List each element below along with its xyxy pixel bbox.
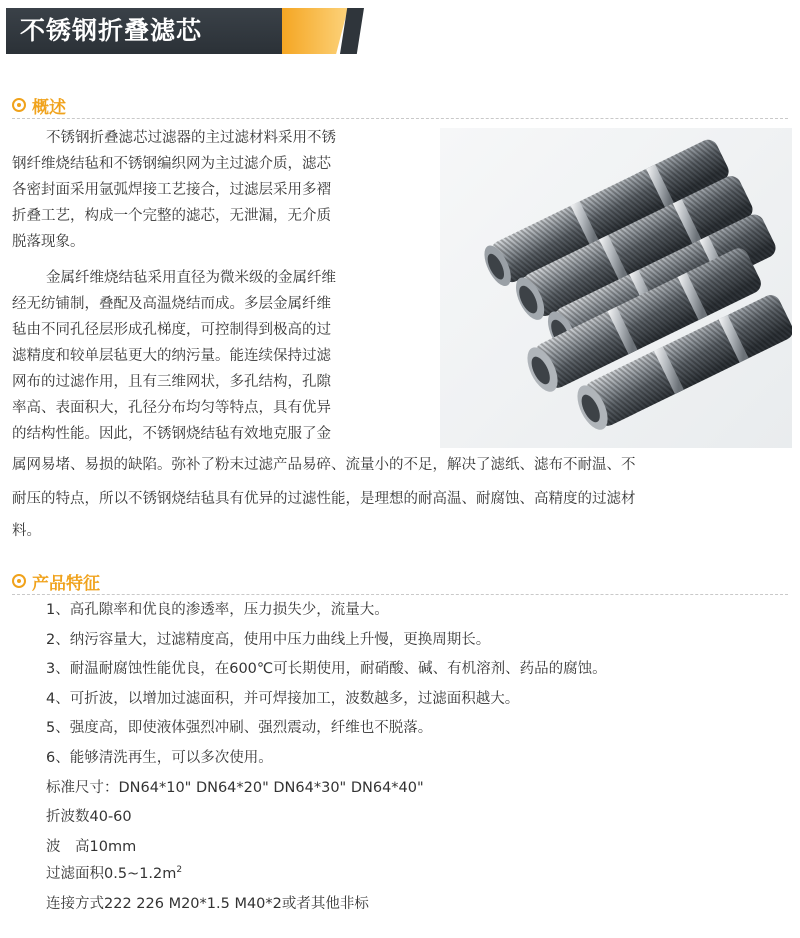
banner-accent-stripe <box>282 8 348 54</box>
paragraph-line: 各密封面采用氩弧焊接工艺接合，过滤层采用多褶 <box>12 182 331 198</box>
list-item: 折波数40-60 <box>46 809 132 826</box>
list-item: 标准尺寸：DN64*10" DN64*20" DN64*30" DN64*40" <box>46 779 424 796</box>
filter-cartridges-illustration <box>440 128 792 448</box>
paragraph-line: 钢纤维烧结毡和不锈钢编织网为主过滤介质，滤芯 <box>12 156 331 172</box>
paragraph-line: 率高、表面积大，孔径分布均匀等特点，具有优异 <box>12 400 331 416</box>
filter-area-spec <box>46 862 182 883</box>
paragraph-line: 不锈钢折叠滤芯过滤器的主过滤材料采用不锈 <box>46 130 336 146</box>
paragraph-line: 脱落现象。 <box>12 234 85 250</box>
overview-title: 概述 <box>32 97 66 118</box>
dashed-divider <box>12 118 788 119</box>
connection-spec: 连接方式222 226 M20*1.5 M40*2或者其他非标 <box>46 896 369 912</box>
features-list <box>46 596 607 862</box>
paragraph-line: 金属纤维烧结毡采用直径为微米级的金属纤维 <box>46 270 336 286</box>
circle-bullet-icon <box>12 98 26 112</box>
paragraph-line: 料。 <box>12 523 41 539</box>
paragraph-line: 经无纺铺制，叠配及高温烧结而成。多层金属纤维 <box>12 296 331 312</box>
list-item: 2、纳污容量大，过滤精度高，使用中压力曲线上升慢，更换周期长。 <box>46 631 491 648</box>
circle-bullet-icon <box>12 574 26 588</box>
header-banner <box>6 8 364 54</box>
filter-cartridges-image <box>440 128 792 448</box>
list-item: 1、高孔隙率和优良的渗透率，压力损失少，流量大。 <box>46 602 389 618</box>
paragraph-line: 属网易堵、易损的缺陷。弥补了粉末过滤产品易碎、流量小的不足，解决了滤纸、滤布不耐温、不 <box>12 457 636 473</box>
page-title: 不锈钢折叠滤芯 <box>20 16 203 45</box>
list-item: 4、可折波，以增加过滤面积，并可焊接加工，波数越多，过滤面积越大。 <box>46 690 520 707</box>
paragraph-line: 的结构性能。因此，不锈钢烧结毡有效地克服了金 <box>12 426 331 442</box>
list-item: 波 高10mm <box>46 838 137 855</box>
list-item: 3、耐温耐腐蚀性能优良，在600℃可长期使用，耐硝酸、碱、有机溶剂、药品的腐蚀。 <box>46 661 607 678</box>
overview-heading <box>12 94 66 116</box>
paragraph-line: 滤精度和较单层毡更大的纳污量。能连续保持过滤 <box>12 348 331 364</box>
paragraph-line: 网布的过滤作用，且有三维网状，多孔结构，孔隙 <box>12 374 331 390</box>
features-title: 产品特征 <box>32 573 100 594</box>
list-item: 6、能够清洗再生，可以多次使用。 <box>46 749 273 766</box>
dashed-divider <box>12 594 788 595</box>
paragraph-line: 毡由不同孔径层形成孔梯度，可控制得到极高的过 <box>12 322 331 338</box>
paragraph-line: 折叠工艺，构成一个完整的滤芯，无泄漏，无介质 <box>12 208 331 224</box>
area-unit-exponent: 2 <box>176 865 183 876</box>
filter-area-label: 过滤面积0.5~1.2m <box>46 866 177 882</box>
list-item: 5、强度高，即使液体强烈冲刷、强烈震动，纤维也不脱落。 <box>46 720 433 737</box>
features-heading <box>12 570 100 592</box>
paragraph-line: 耐压的特点，所以不锈钢烧结毡具有优异的过滤性能，是理想的耐高温、耐腐蚀、高精度的过滤材 <box>12 491 636 507</box>
